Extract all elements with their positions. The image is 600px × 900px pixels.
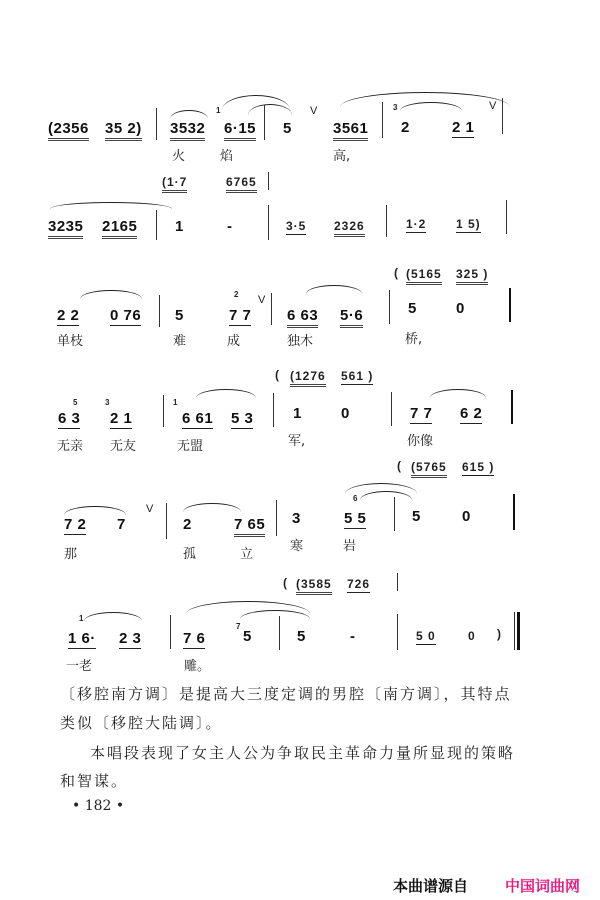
- lyric: 你像: [407, 434, 434, 449]
- interlude-paren: (: [397, 459, 402, 473]
- barline: [268, 205, 269, 240]
- notes: 2 1: [452, 119, 475, 136]
- notes: 7 2: [64, 516, 87, 533]
- lyric: 无亲: [57, 439, 84, 454]
- intro-notes-a: (2356: [48, 120, 89, 141]
- lyric: 那: [64, 547, 78, 562]
- lyric: 雕。: [184, 659, 211, 674]
- note: 1: [293, 405, 302, 422]
- grace-note: 1: [216, 106, 221, 115]
- para2-line2: 和智谋。: [60, 772, 129, 790]
- intro-notes-b: 35 2): [105, 120, 142, 141]
- lyric: 单枝: [57, 334, 84, 349]
- barline: [391, 392, 392, 426]
- interlude-notes-a: (5765: [411, 460, 447, 478]
- rest: 0: [462, 508, 471, 525]
- interlude-notes-a: (5165: [406, 267, 442, 285]
- slur: [80, 290, 142, 299]
- barline: [502, 98, 503, 134]
- interlude-notes-b: 6765: [226, 175, 257, 193]
- lyric: 独木: [287, 334, 314, 349]
- slur: [64, 506, 126, 515]
- barline: [156, 108, 157, 140]
- para1-line2: 类似〔移腔大陆调〕。: [60, 714, 223, 732]
- interlude-paren: (: [283, 576, 288, 590]
- barline: [159, 295, 160, 327]
- notes: 6·15: [224, 120, 256, 141]
- barline: [511, 390, 513, 424]
- notes: 3532: [170, 120, 205, 141]
- grace-note: 7: [236, 622, 241, 631]
- note: 5: [408, 300, 417, 317]
- barline: [397, 573, 398, 591]
- grace-note: 6: [353, 494, 358, 503]
- note: 7: [117, 516, 126, 533]
- barline: [394, 497, 395, 531]
- dash: -: [227, 218, 233, 235]
- grace-note: 5: [73, 398, 78, 407]
- barline: [397, 614, 398, 650]
- slur: [430, 389, 486, 398]
- notes: 3·5: [286, 219, 307, 233]
- barline: [271, 293, 272, 325]
- notes: 7 7: [410, 405, 433, 422]
- barline: [513, 494, 515, 530]
- dash: -: [350, 628, 356, 645]
- note: 1: [175, 218, 184, 235]
- notes: 1 6·: [68, 630, 96, 647]
- interlude-notes-b: 726: [347, 577, 371, 591]
- grace-note: 1: [79, 614, 84, 623]
- barline: [156, 210, 157, 240]
- notes: 1 5): [456, 217, 481, 231]
- notes: 3235: [48, 218, 83, 239]
- notes: 7 6: [183, 630, 206, 647]
- notes: 7 7: [229, 307, 252, 324]
- lyric: 桥,: [405, 332, 423, 347]
- lyric: 一老: [66, 659, 93, 674]
- interlude-paren: (: [394, 266, 399, 280]
- notes: 2165: [102, 218, 137, 239]
- notes: 5 5: [344, 510, 367, 527]
- lyric: 高,: [333, 149, 351, 164]
- breath-mark: V: [489, 100, 497, 112]
- barline: [509, 288, 511, 322]
- lyric: 成: [227, 334, 241, 349]
- final-barline-thick: [517, 612, 520, 650]
- grace-note: 1: [173, 398, 178, 407]
- barline: [276, 500, 277, 536]
- notes: 2 2: [57, 307, 80, 324]
- notes: 2 3: [119, 630, 142, 647]
- notes: 0 76: [110, 307, 142, 324]
- closing-paren: ): [497, 627, 502, 641]
- barline: [382, 102, 383, 138]
- barline: [170, 615, 171, 649]
- slur: [170, 110, 208, 119]
- note: 2: [401, 119, 410, 136]
- lyric: 无友: [110, 439, 137, 454]
- notes: 6 2: [460, 405, 483, 422]
- slur: [306, 285, 362, 294]
- notes: 2326: [334, 219, 365, 237]
- lyric: 立: [240, 547, 254, 562]
- barline: [166, 503, 167, 539]
- para1-line1: 〔移腔南方调〕是提高大三度定调的男腔〔南方调〕，其特点: [60, 685, 512, 703]
- barline: [386, 205, 387, 237]
- para2-line1: 本唱段表现了女主人公为争取民主革命力量所显现的策略: [90, 744, 516, 762]
- lyric: 火: [172, 149, 186, 164]
- note: 5: [297, 628, 306, 645]
- interlude-notes-b: 561 ): [341, 369, 374, 383]
- source-label: 本曲谱源自: [393, 877, 469, 895]
- notes: 6 3: [58, 410, 81, 427]
- interlude-notes-a: (1276: [290, 369, 326, 387]
- site-name-link[interactable]: 中国词曲网: [505, 877, 581, 895]
- note: 5: [175, 307, 184, 324]
- notes: 3561: [333, 120, 368, 141]
- breath-mark: V: [146, 503, 154, 515]
- lyric: 岩: [343, 539, 357, 554]
- barline: [279, 616, 280, 650]
- breath-mark: V: [258, 294, 266, 306]
- grace-note: 2: [234, 290, 239, 299]
- page-number: • 182 •: [72, 798, 125, 814]
- notes: 6 61: [182, 410, 214, 427]
- lyric: 无盟: [177, 439, 204, 454]
- notes: 6 63: [287, 307, 318, 328]
- note: 5: [243, 628, 252, 645]
- breath-mark: V: [310, 105, 318, 117]
- grace-note: 3: [105, 398, 110, 407]
- notes: 5·6: [340, 307, 363, 328]
- rest: 0: [456, 300, 465, 317]
- interlude-notes-b: 615 ): [462, 460, 495, 474]
- notes: 2 1: [110, 410, 133, 427]
- rest: 0: [468, 629, 476, 643]
- lyric: 军,: [288, 434, 306, 449]
- lyric: 寒: [290, 539, 304, 554]
- note: 5: [283, 120, 292, 137]
- interlude-paren: (: [275, 368, 280, 382]
- grace-note: 3: [393, 103, 398, 112]
- note: 3: [292, 510, 301, 527]
- slur: [183, 503, 241, 512]
- barline: [268, 172, 269, 190]
- interlude-notes-b: 325 ): [456, 267, 488, 285]
- notes: 5 0: [416, 629, 436, 643]
- barline: [389, 290, 390, 324]
- note: 5: [412, 508, 421, 525]
- notes: 7 65: [234, 516, 265, 537]
- final-barline-thin: [514, 612, 515, 650]
- slur: [196, 389, 256, 398]
- slur: [84, 612, 142, 621]
- lyric: 孤: [183, 547, 197, 562]
- interlude-notes-a: (3585: [296, 577, 332, 595]
- lyric: 焰: [220, 149, 234, 164]
- slur: [50, 202, 172, 209]
- barline: [264, 105, 265, 140]
- barline: [273, 393, 274, 427]
- interlude-notes-a: (1·7: [162, 175, 187, 193]
- notes: 1·2: [406, 217, 427, 231]
- barline: [163, 395, 164, 427]
- note: 2: [183, 516, 192, 533]
- notes: 5 3: [231, 410, 254, 427]
- lyric: 难: [173, 334, 187, 349]
- rest: 0: [341, 405, 350, 422]
- barline: [506, 200, 507, 234]
